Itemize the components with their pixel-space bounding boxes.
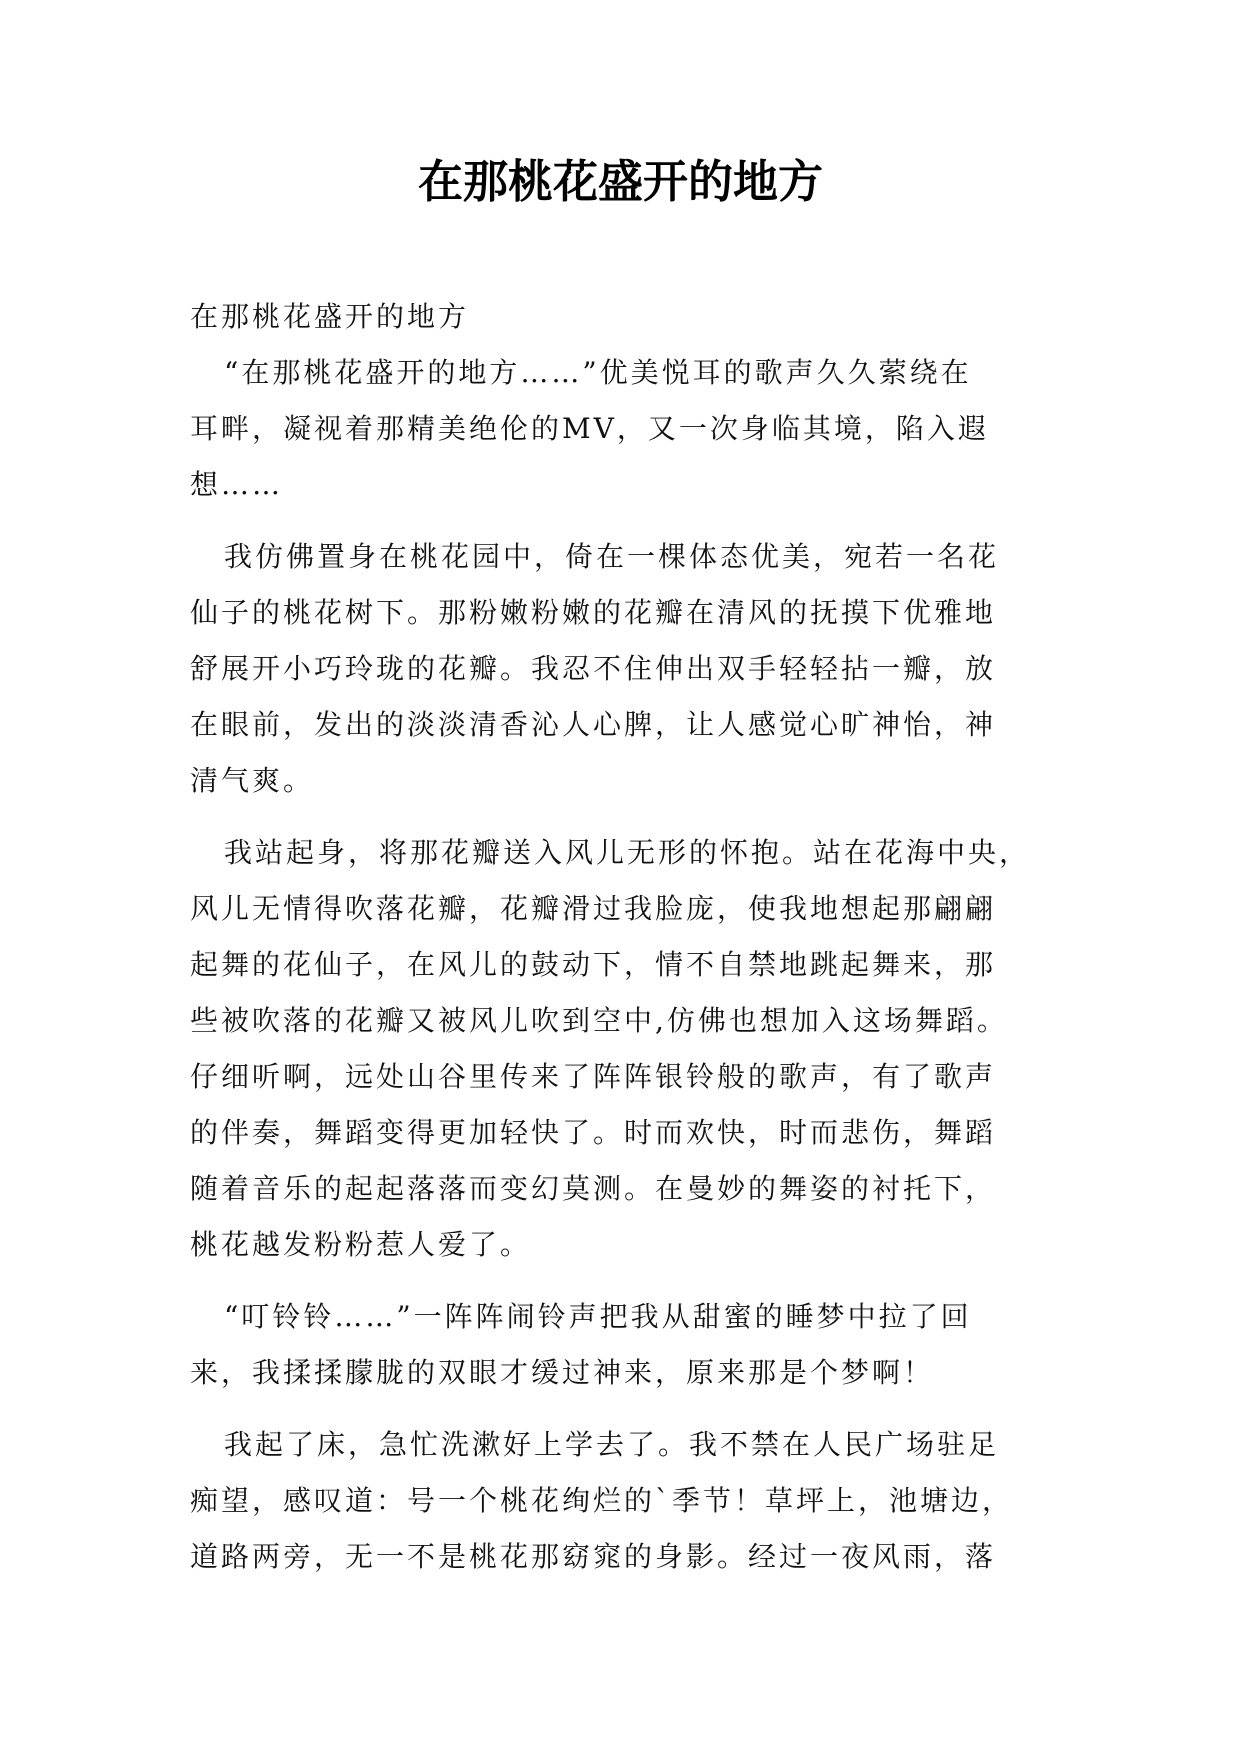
document-body bbox=[190, 289, 1070, 1601]
paragraph-line: 随着音乐的起起落落而变幻莫测。在曼妙的舞姿的衬托下， bbox=[190, 1172, 997, 1205]
paragraph-line: 痴望，感叹道：号一个桃花绚烂的`季节！草坪上，池塘边， bbox=[190, 1484, 1014, 1517]
paragraph-1 bbox=[190, 345, 1070, 513]
paragraph-line: 我起了床，急忙洗漱好上学去了。我不禁在人民广场驻足 bbox=[224, 1428, 1000, 1461]
paragraph-line: 的伴奏，舞蹈变得更加轻快了。时而欢快，时而悲伤，舞蹈 bbox=[190, 1116, 997, 1149]
paragraph-line: 些被吹落的花瓣又被风儿吹到空中,仿佛也想加入这场舞蹈。 bbox=[190, 1004, 1008, 1037]
paragraph-5 bbox=[190, 1417, 1070, 1585]
paragraph-line: 风儿无情得吹落花瓣，花瓣滑过我脸庞，使我地想起那翩翩 bbox=[190, 892, 997, 925]
paragraph-4 bbox=[190, 1289, 1070, 1401]
document-title: 在那桃花盛开的地方 bbox=[417, 155, 823, 208]
paragraph-line: 想…… bbox=[190, 468, 284, 501]
paragraph-line: 我仿佛置身在桃花园中，倚在一棵体态优美，宛若一名花 bbox=[224, 540, 1000, 573]
paragraph-2 bbox=[190, 529, 1070, 809]
paragraph-line: 我站起身，将那花瓣送入风儿无形的怀抱。站在花海中央， bbox=[224, 836, 1031, 869]
paragraph-line: 道路两旁，无一不是桃花那窈窕的身影。经过一夜风雨，落 bbox=[190, 1540, 997, 1573]
paragraph-line: 来，我揉揉朦胧的双眼才缓过神来，原来那是个梦啊！ bbox=[190, 1356, 935, 1389]
paragraph-line: 舒展开小巧玲珑的花瓣。我忍不住伸出双手轻轻拈一瓣，放 bbox=[190, 652, 997, 685]
paragraph-line: 耳畔，凝视着那精美绝伦的MV，又一次身临其境，陷入遐 bbox=[190, 412, 989, 445]
paragraph-line: 清气爽。 bbox=[190, 764, 315, 797]
paragraph-line: “叮铃铃……”一阵阵闹铃声把我从甜蜜的睡梦中拉了回 bbox=[224, 1300, 972, 1333]
paragraph-3 bbox=[190, 825, 1070, 1273]
paragraph-line: 仙子的桃花树下。那粉嫩粉嫩的花瓣在清风的抚摸下优雅地 bbox=[190, 596, 997, 629]
paragraph-line: “在那桃花盛开的地方……”优美悦耳的歌声久久萦绕在 bbox=[224, 356, 972, 389]
paragraph-line: 起舞的花仙子，在风儿的鼓动下，情不自禁地跳起舞来，那 bbox=[190, 948, 997, 981]
paragraph-line: 在眼前，发出的淡淡清香沁人心脾，让人感觉心旷神怡，神 bbox=[190, 708, 997, 741]
document-subtitle: 在那桃花盛开的地方 bbox=[190, 300, 470, 333]
paragraph-line: 仔细听啊，远处山谷里传来了阵阵银铃般的歌声，有了歌声 bbox=[190, 1060, 997, 1093]
paragraph-line: 桃花越发粉粉惹人爱了。 bbox=[190, 1228, 532, 1261]
